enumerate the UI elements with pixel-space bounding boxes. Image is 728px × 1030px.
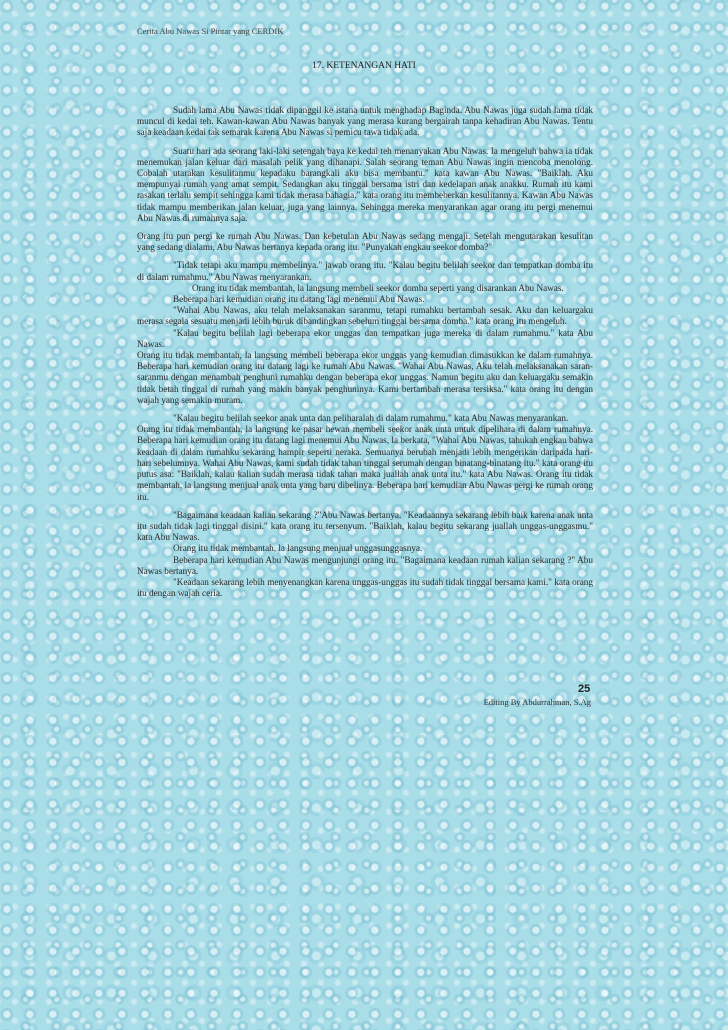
paragraph: "Kalau begitu belilah seekor anak unta dan peliharalah di dalam rumahmu." kata Abu Nawas menyarankan. bbox=[173, 413, 569, 424]
page-number: 25 bbox=[578, 683, 591, 695]
story-body bbox=[137, 105, 593, 599]
paragraph: Orang itu tidak membantah, la langsung ke pasar hewan membeli seekor anak unta untuk dipelihara di dalam rumahnya. Beberapa hari kemudian orang itu datang lagi menemui Abu Nawas, la berkata, "Wahai Abu Nawas, tahukah engkau bahwa keadaan di dalam rumahku sekarang hampir seperti neraka. Semuanya berubah menjadi lebih mengerikan daripada hari-hari sebelumnya. Wahai Abu Nawas, kami sudah tidak tahan tinggal serumah dengan binatang-binatang itu." kata orang itu putus asa: "Baiklah, kalau kalian sudah merasa tidak tahan maka juallah anak unta itu." kata Abu Nawas. Orang itu tidak membantah, la langsung menjual anak unta yang baru dibelinya. Beberapa hari kemudian Abu Nawas pergi ke rumah orang itu. bbox=[137, 424, 593, 502]
editor-credit: Editing By Abdurrahman, S.Ag bbox=[483, 697, 591, 707]
chapter-title: 17. KETENANGAN HATI bbox=[312, 61, 416, 71]
paragraph: "Kalau begitu belilah lagi beberapa ekor unggas dan tempatkan juga mereka di dalam rumahmu." kata Abu Nawas. bbox=[137, 327, 593, 349]
book-header-title: Cerita Abu Nawas Si Pintar yang CERDIK bbox=[137, 26, 284, 36]
paragraph: Orang itu tidak membantah, la langsung membeli beberapa ekor unggas yang kemudian dimasukkan ke dalam rumahnya. Beberapa hari kemudian orang itu datang lagi ke rumah Abu Nawas. "Wahai Abu Nawas, Aku telah melaksanakan saran-saranmu dengan menambah penghuni rumahku dengan beberapa ekor unggas. Namun begitu aku dan keluargaku semakin tidak betah tinggal di rumah yang makin banyak penghuninya. Kami bertambah merasa tersiksa." kata orang itu dengan wajah yang semakin muram. bbox=[137, 350, 593, 405]
paragraph: "Bagaimana keadaan kalian sekarang ?"Abu Nawas bertanya. "Keadaannya sekarang lebih baik karena anak unta itu sudah tidak lagi tinggal disini." kata orang itu tersenyum. "Baiklah, kalau begitu sekarang juallah unggas-unggasmu." kata Abu Nawas. bbox=[137, 509, 593, 543]
paragraph: Sudah lama Abu Nawas tidak dipanggil ke istana untuk menghadap Baginda. Abu Nawas juga sudah lama tidak muncul di kedai teh. Kawan-kawan Abu Nawas banyak yang merasa kurang bergairah tanpa kehadiran Abu Nawas. Tentu saja keadaan kedai tak semarak karena Abu Nawas si pemicu tawa tidak ada. bbox=[137, 105, 593, 138]
paragraph: Orang itu tidak membantah, la langsung membeli seekor domba seperti yang disarankan Abu Nawas. bbox=[192, 282, 564, 293]
paragraph: Beberapa hari kemudian orang itu datang lagi menemui Abu Nawas. bbox=[173, 294, 425, 305]
paragraph: Beberapa hari kemudian Abu Nawas mengunjungi orang itu. "Bagaimana keadaan rumah kalian sekarang ?" Abu Nawas bertanya. bbox=[137, 554, 593, 576]
paragraph: Suatu hari ada seorang laki-laki setengah baya ke kedai teh menanyakan Abu Nawas. Ia mengeluh bahwa ia tidak menemukan jalan keluar dari masalah pelik yang dihanapi. Salah seorang teman Abu Nawas ingin mencoba menolong. Cobalah utarakan kesulitanmu kepadaku barangkali aku bisa membantu." kata kawan Abu Nawas. "Baiklah. Aku mempunyai rumah yang amat sempit. Sedangkan aku tinggal bersama istri dan kedelapan anak anakku. Rumah itu kami rasakan terlalu sempit sehingga kami tidak merasa bahagia." kata orang itu membeberkan kesulitannya. Kawan Abu Nawas tidak mampu memberikan jalan keluar, juga yang lainnya. Sehingga mereka menyarankan agar orang itu pergi menemui Abu Nawas di rumahnya saja. bbox=[137, 145, 593, 223]
paragraph: Orang itu pun pergi ke rumah Abu Nawas. Dan kebetulan Abu Nawas sedang mengaji. Setelah mengutarakan kesulitan yang sedang dialami, Abu Nawas bertanya kepada orang itu. "Punyakah engkau seekor domba?" bbox=[137, 231, 593, 253]
paragraph: "Keadaan sekarang lebih menyenangkan karena unggas-unggas itu sudah tidak tinggal bersama kami." kata orang itu dengan wajah ceria. bbox=[137, 576, 593, 599]
paragraph: Orang itu tidak membantah, la langsung menjual unggasunggasnya. bbox=[173, 543, 423, 554]
paragraph: "Tidak tetapi aku mampu membelinya." jawab orang itu. "Kalau begitu belilah seekor dan tempatkan domba itu di dalam rumahmu." Abu Nawas menyarankan. bbox=[137, 260, 593, 282]
paragraph: "Wahai Abu Nawas, aku telah melaksanakan saranmu, tetapi rumahku bertambah sesak. Aku dan keluargaku merasa segala sesuatu menjadi lebih buruk dibandingkan sebelum tinggal bersama domba." kata orang itu mengeluh. bbox=[137, 305, 593, 327]
